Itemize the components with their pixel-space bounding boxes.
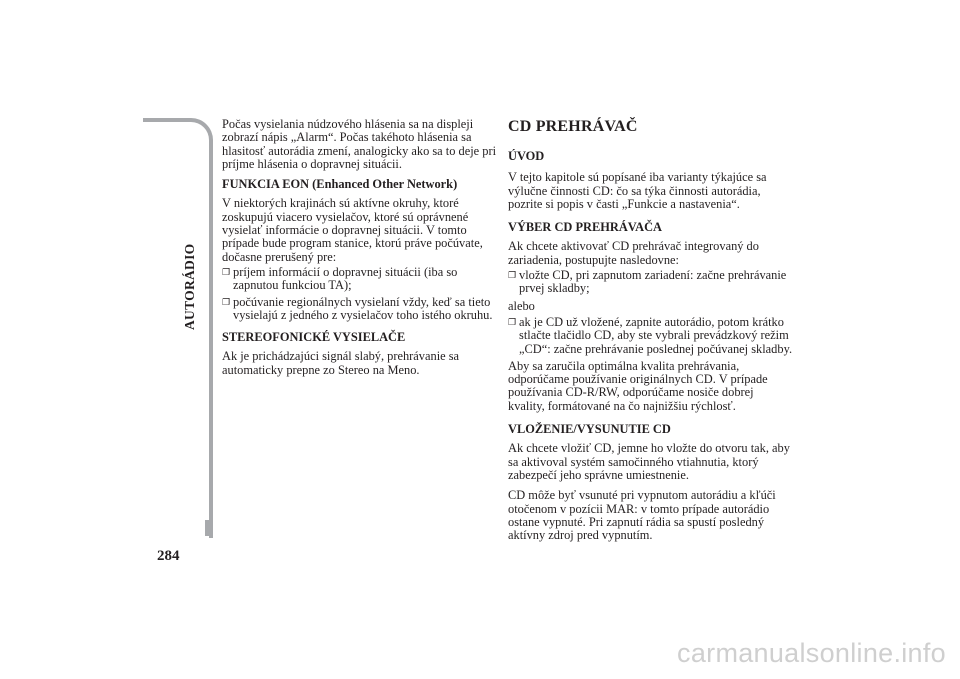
section-border-tail: [205, 520, 209, 536]
paragraph-vyber: Ak chcete aktivovať CD prehrávač integrovaný do zariadenia, postupujte nasledovne:: [508, 239, 759, 267]
page-number: 284: [157, 548, 180, 564]
paragraph-stereo: Ak je prichádzajúci signál slabý, prehrávanie sa automaticky prepne zo Stereo na Meno.: [222, 349, 460, 377]
bullet-item: [508, 316, 793, 356]
paragraph-vlozenie-1: Ak chcete vložiť CD, jemne ho vložte do otvoru tak, aby sa aktivoval systém samočinného vtiahnutia, ktorý zabezpečí jeho správne umiestnenie.: [508, 441, 790, 482]
checkbox-bullet-icon: ❐: [508, 316, 517, 327]
section-label: AUTORÁDIO: [182, 243, 197, 330]
paragraph-kvalita: Aby sa zaručila optimálna kvalita prehrávania, odporúčame používanie originálnych CD. V prípade používania CD-R/RW, odporúčame nosiče dobrej kvality, formátované na čo najnižšiu rýchlosť.: [508, 358, 768, 413]
heading-vyber: VÝBER CD PREHRÁVAČA: [508, 220, 662, 235]
checkbox-bullet-icon: ❐: [222, 266, 231, 277]
watermark: carmanualsonline.info: [677, 638, 946, 668]
checkbox-bullet-icon: ❐: [508, 270, 517, 281]
heading-stereo: STEREOFONICKÉ VYSIELAČE: [222, 330, 406, 345]
bullet-text: počúvanie regionálnych vysielaní vždy, keď sa tieto vysielajú z jedného z vysielačov toho istého okruhu.: [233, 294, 493, 322]
bullet-text: ak je CD už vložené, zapnite autorádio, potom krátko stlačte tlačidlo CD, aby ste vybrali prevádzkový režim „CD“: začne prehrávanie poslednej počúvanej skladby.: [519, 314, 793, 356]
heading-uvod: ÚVOD: [508, 149, 545, 163]
left-column: [222, 118, 497, 384]
paragraph-vlozenie-2: CD môže byť vsunuté pri vypnutom autorádiu a kľúči otočenom v pozícii MAR: v tomto prípade autorádio ostane vypnuté. Pri zapnutí rádia sa spustí posledný aktívny zdroj pred vypnutím.: [508, 488, 776, 543]
bullet-text: príjem informácií o dopravnej situácii (iba so zapnutou funkciou TA);: [233, 264, 458, 293]
paragraph-uvod: V tejto kapitole sú popísané iba varianty týkajúce sa výlučne činnosti CD: čo sa týka činnosti autorádia, pozrite si popis v časti „Funkcie a nastavenia“.: [508, 170, 767, 211]
section-border: [143, 118, 213, 538]
right-column: [508, 118, 793, 549]
section-title: CD PREHRÁVAČ: [508, 118, 638, 135]
bullet-item: [222, 266, 497, 293]
bullet-item: [222, 296, 497, 323]
paragraph-alarm: Počas vysielania núdzového hlásenia sa na displeji zobrazí nápis „Alarm“. Počas takéhoto hlásenia sa hlasitosť autorádia zmení, analogicky ako sa to deje pri príjme hlásenia o dopravnej situácii.: [222, 117, 497, 171]
checkbox-bullet-icon: ❐: [222, 296, 231, 307]
bullet-text: vložte CD, pri zapnutom zariadení: začne prehrávanie prvej skladby;: [519, 268, 787, 296]
bullet-item: [508, 269, 793, 296]
heading-vlozenie: VLOŽENIE/VYSUNUTIE CD: [508, 422, 671, 437]
text-alebo: alebo: [508, 298, 535, 313]
paragraph-eon: V niektorých krajinách sú aktívne okruhy, ktoré zoskupujú viacero vysielačov, ktoré sú oprávnené vysielať informácie o dopravnej situácii. V tomto prípade bude program stanice, ktorú práve počúvate, dočasne prerušený pre:: [222, 196, 483, 264]
heading-eon: FUNKCIA EON (Enhanced Other Network): [222, 177, 458, 192]
